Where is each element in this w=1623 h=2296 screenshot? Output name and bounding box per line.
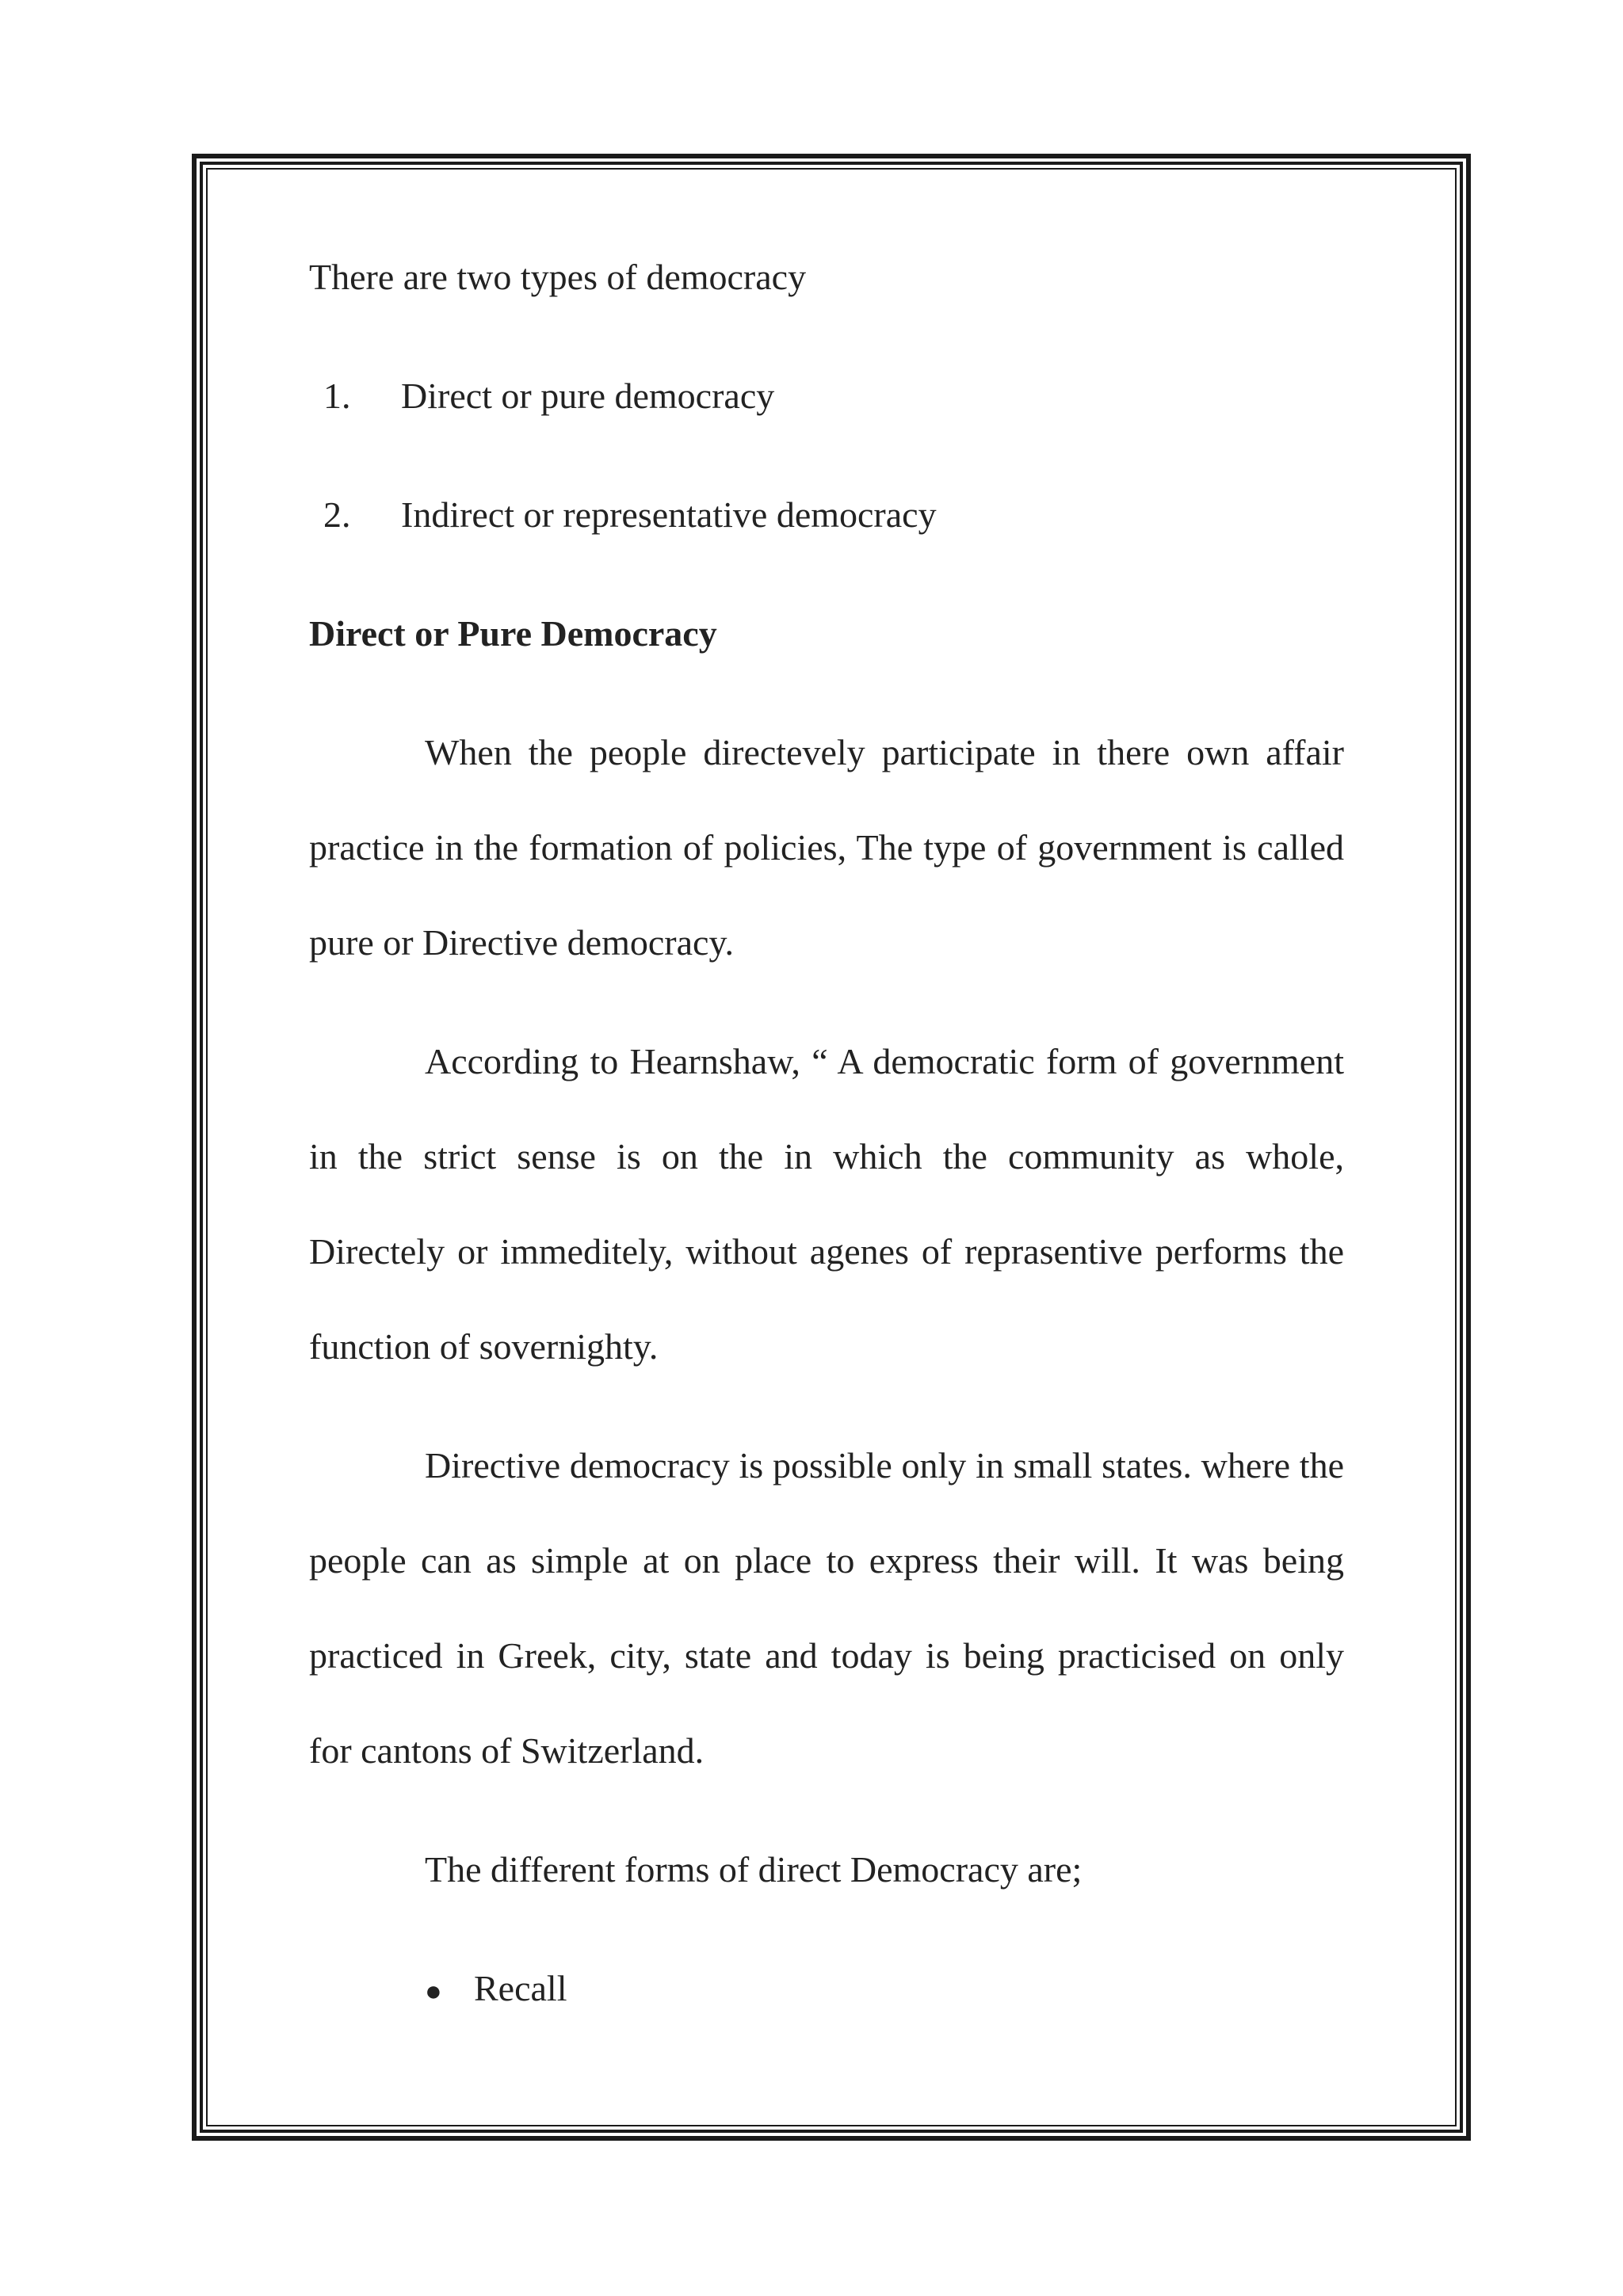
type-list-item — [309, 467, 1344, 563]
list-number: 1. — [323, 376, 351, 416]
paragraph — [309, 1822, 1344, 1917]
list-number: 2. — [323, 494, 351, 535]
intro-text: There are two types of democracy — [309, 257, 807, 297]
paragraph — [309, 705, 1344, 990]
paragraph-text: When the people directevely participate in there own affair practice in the formation of policies, The type of government is called pure or Directive democracy. — [309, 732, 1344, 963]
forms-intro-text: The different forms of direct Democracy are; — [425, 1849, 1083, 1890]
list-label: Indirect or representative democracy — [401, 494, 937, 535]
paragraph — [309, 1014, 1344, 1394]
paragraph-text: According to Hearnshaw, “ A democratic form of government in the strict sense is on the in which the community as whole, Directely or immeditely, without agenes of reprasentive performs the function of sovernighty. — [309, 1041, 1344, 1367]
list-label: Direct or pure democracy — [401, 376, 775, 416]
paragraph-text: Directive democracy is possible only in small states. where the people can as simple at on place to express their will. It was being practiced in Greek, city, state and today is being practicised on only for cantons of Switzerland. — [309, 1445, 1344, 1771]
bullet-list-item — [309, 1941, 1344, 2039]
page-content — [309, 230, 1344, 2039]
section-heading: Direct or Pure Democracy — [309, 613, 717, 654]
bullet-label: Recall — [474, 1968, 567, 2008]
type-list-item — [309, 349, 1344, 444]
bullet-dot-icon: ● — [425, 1975, 442, 2007]
paragraph — [309, 1418, 1344, 1798]
